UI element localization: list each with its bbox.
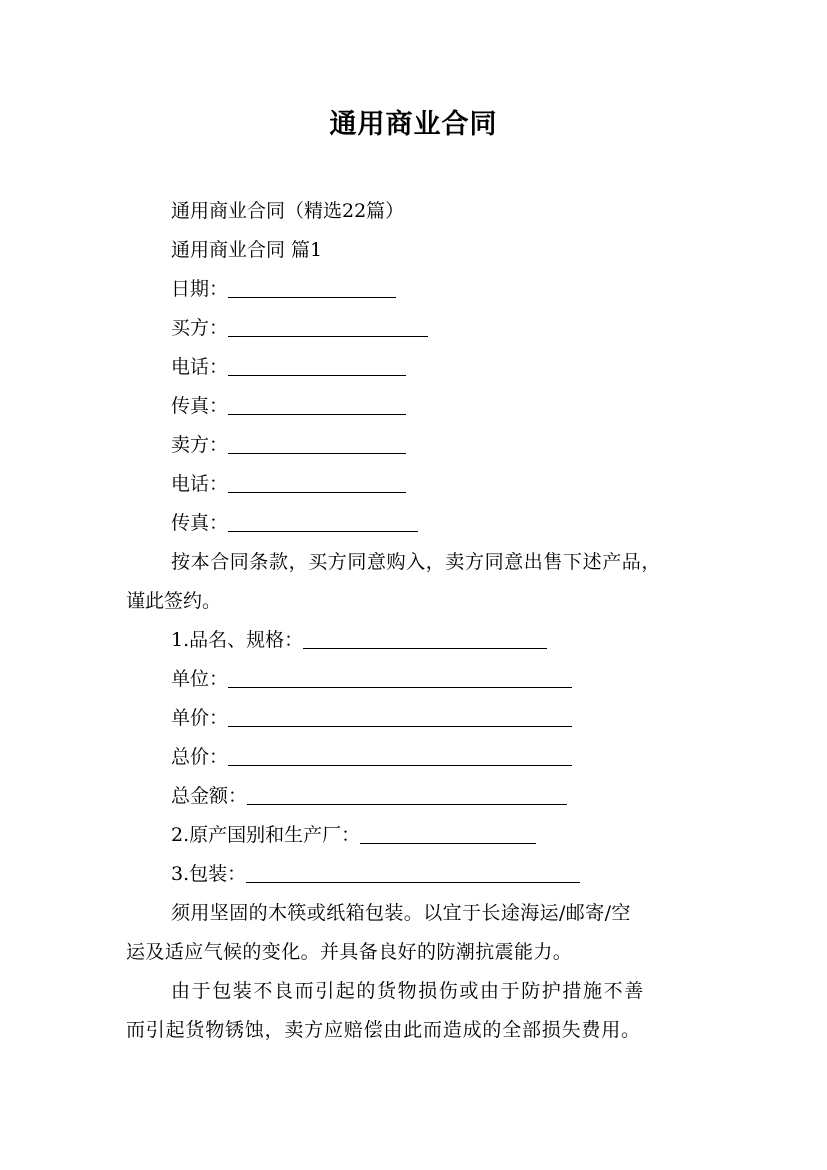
seller-phone-blank (228, 474, 406, 493)
name-spec-blank (303, 630, 547, 649)
packing-label: 3.包装： (171, 863, 247, 885)
buyer-fax-blank (228, 396, 406, 415)
total-price-label: 总价： (171, 746, 229, 768)
total-amount-blank (247, 786, 567, 805)
seller-blank (228, 435, 406, 454)
total-amount-field (171, 784, 567, 808)
buyer-fax-field (171, 394, 406, 418)
intro-line-1: 按本合同条款，买方同意购入，卖方同意出售下述产品， (171, 551, 662, 573)
unit-label: 单位： (171, 668, 229, 690)
subtitle: 通用商业合同（精选22篇） (171, 200, 405, 222)
seller-fax-field (171, 511, 418, 535)
unit-price-field (171, 706, 572, 730)
total-price-field (171, 745, 572, 769)
packing-blank (246, 864, 580, 883)
buyer-phone-label: 电话： (171, 356, 229, 378)
seller-fax-blank (228, 513, 418, 532)
origin-label: 2.原产国别和生产厂： (171, 824, 361, 846)
seller-phone-field (171, 472, 406, 496)
date-label: 日期： (171, 278, 229, 300)
packing-field (171, 862, 580, 886)
buyer-phone-field (171, 355, 406, 379)
seller-field (171, 433, 406, 457)
total-price-blank (228, 747, 572, 766)
buyer-blank (228, 318, 428, 337)
packing-para-line-1: 须用坚固的木筷或纸箱包装。以宜于长途海运/邮寄/空 (171, 902, 631, 924)
date-field (171, 277, 396, 301)
unit-blank (228, 669, 572, 688)
document-title: 通用商业合同 (329, 109, 498, 140)
name-spec-label: 1.品名、规格： (171, 629, 304, 651)
buyer-fax-label: 传真： (171, 395, 229, 417)
seller-label: 卖方： (171, 434, 229, 456)
intro-line-2: 谨此签约。 (126, 590, 222, 612)
damage-para-line-1: 由于包装不良而引起的货物损伤或由于防护措施不善 (171, 980, 645, 1002)
unit-price-blank (228, 708, 572, 727)
buyer-phone-blank (228, 357, 406, 376)
origin-field (171, 823, 536, 847)
buyer-field (171, 316, 428, 340)
buyer-label: 买方： (171, 317, 229, 339)
origin-blank (360, 825, 536, 844)
packing-para-line-2: 运及适应气候的变化。并具备良好的防潮抗震能力。 (126, 941, 573, 963)
date-blank (228, 279, 396, 298)
damage-para-line-2: 而引起货物锈蚀，卖方应赔偿由此而造成的全部损失费用。 (126, 1019, 641, 1041)
seller-fax-label: 传真： (171, 512, 229, 534)
unit-field (171, 667, 572, 691)
name-spec-field (171, 628, 547, 652)
seller-phone-label: 电话： (171, 473, 229, 495)
unit-price-label: 单价： (171, 707, 229, 729)
total-amount-label: 总金额： (171, 785, 248, 807)
section-heading: 通用商业合同 篇1 (171, 239, 323, 261)
